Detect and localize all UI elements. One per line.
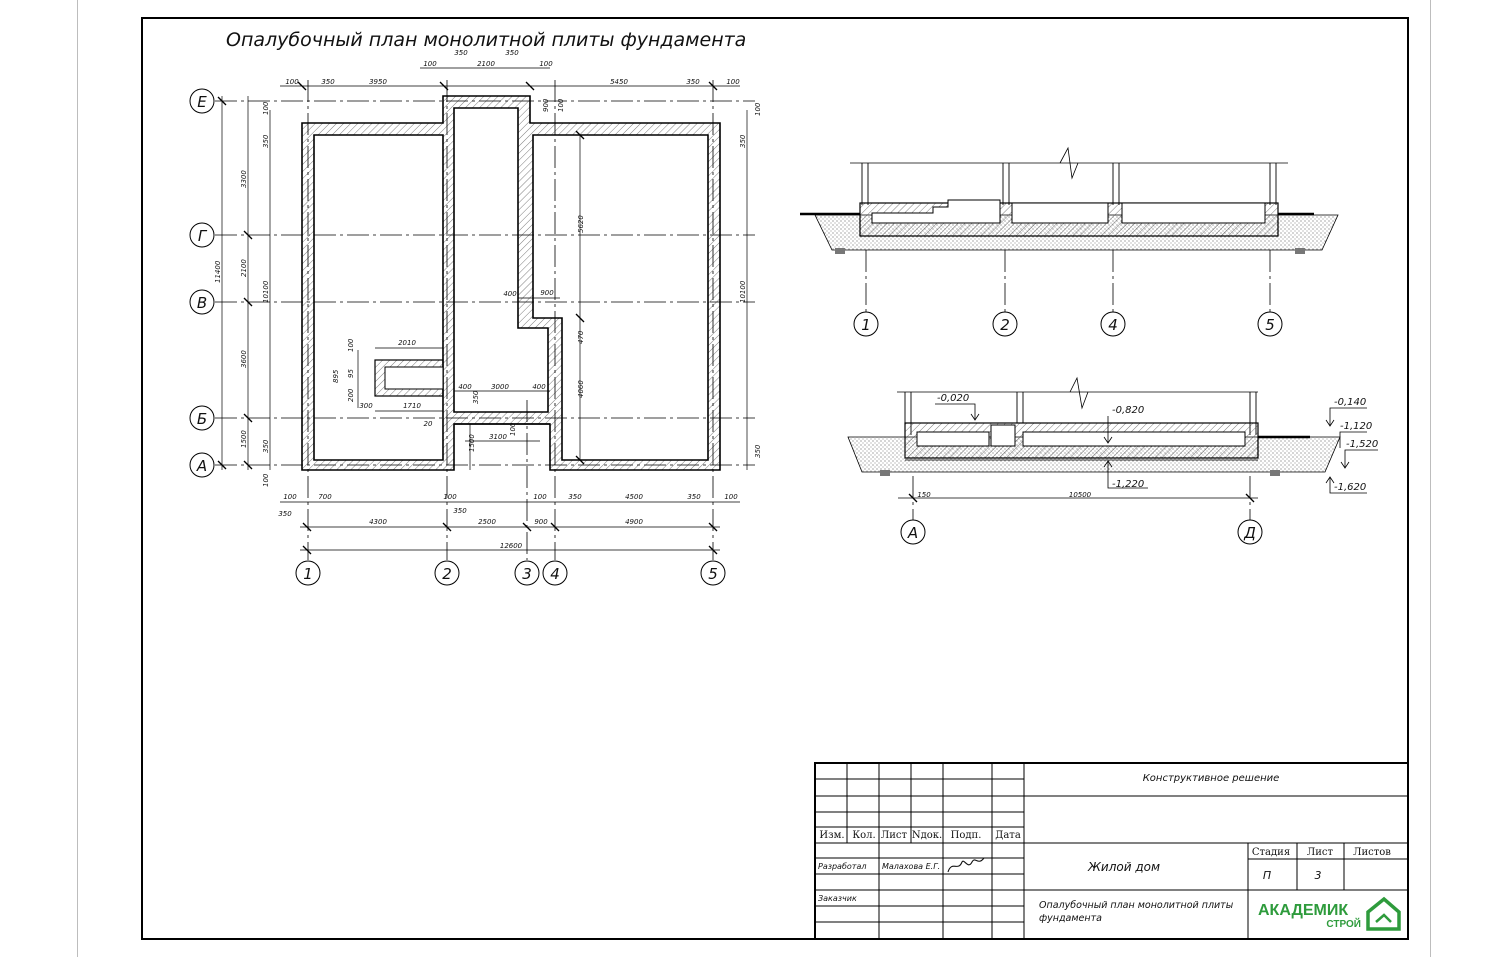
dim-left-outer: 11400 [214,260,222,283]
dim-3100: 3100 [489,433,507,441]
stamp-developed-name: Малахова Е.Г. [882,862,941,871]
stamp-developed-label: Разработал [818,862,867,871]
dim-right-small-1: 350 [739,134,747,148]
stamp-header-data: Дата [995,830,1021,841]
stamp-header-ndok: Nдок. [911,830,943,841]
dim-100b: 100 [347,338,355,352]
dim-400c: 400 [532,383,546,391]
axis-label-5: 5 [708,565,718,583]
dim-400b: 400 [458,383,472,391]
dim-1500: 1500 [468,434,476,452]
stamp-header-kol: Кол. [852,830,876,841]
dim-left-3: 1500 [240,430,248,448]
axis-bubbles-letters [190,89,214,477]
axis-label-g: Г [197,227,207,245]
dim-left-1: 2100 [240,259,248,277]
dim-left-small-0: 100 [262,101,270,115]
axis-label-1: 1 [303,565,313,583]
dim-top-5: 2100 [477,60,495,68]
dim-top-3: 100 [423,60,437,68]
axis-label-a: А [196,457,208,475]
level-l3: -1,220 [1112,479,1145,490]
level-l2: -0,820 [1112,405,1145,416]
dim-5620: 5620 [577,215,585,233]
logo-main: АКАДЕМИК [1258,902,1349,919]
dim-bot-6: 350 [687,493,701,501]
dim-bot-1: 700 [318,493,332,501]
dim-3000: 3000 [491,383,509,391]
dim-top-1: 350 [321,78,335,86]
dim-1710: 1710 [403,402,421,410]
dim-bot2-2: 900 [534,518,548,526]
stamp-header-podp: Подп. [950,830,982,841]
axis-label-e: Е [197,93,207,111]
dim-bot-350b: 350 [453,507,467,515]
dim-top-8: 5450 [610,78,628,86]
dim-bot2-0: 4300 [369,518,387,526]
level-l5: -1,120 [1340,421,1373,432]
dim-left-2: 3600 [240,350,248,368]
dim-top-small-1: 100 [557,98,565,112]
stamp-header-list: Лист [880,830,908,841]
drawing-title: Опалубочный план монолитной плиты фундамента [226,29,747,51]
stamp-sheet-title-2: фундамента [1039,913,1102,924]
axis-label-b: Б [196,410,208,428]
stamp-project-section: Конструктивное решение [1142,773,1280,784]
dim-top-4: 350 [454,49,468,57]
dim-top-small-0: 900 [542,98,550,112]
dim-4060: 4060 [577,380,585,398]
section1-axis-1: 1 [861,316,871,334]
section-2 [848,378,1378,544]
dim-20: 20 [423,420,433,428]
stamp-customer-label: Заказчик [818,894,857,903]
axis-label-v: В [196,294,208,312]
logo-sub: СТРОЙ [1326,919,1361,930]
dim-top-2: 3950 [369,78,387,86]
dim-left-small-3: 350 [262,439,270,453]
dim-left-small-1: 350 [262,134,270,148]
dim-top-9: 350 [686,78,700,86]
axis-label-2: 2 [442,565,452,583]
dim-bot-3: 100 [533,493,547,501]
dim-top-10: 100 [726,78,740,86]
dim-400a: 400 [503,290,517,298]
section2-axis-a: А [907,524,919,542]
dim-895: 895 [332,369,340,383]
stamp-sheet-title-1: Опалубочный план монолитной плиты [1039,900,1234,911]
stamp-sheet-label: Лист [1306,847,1334,858]
dim-100-inner: 100 [509,422,517,436]
dim-300: 300 [359,402,373,410]
dim-left-small-2: 100 [262,473,270,487]
stamp-sheets-label: Листов [1353,847,1391,858]
section1-axis-5: 5 [1265,316,1275,334]
section2-axis-d: Д [1244,524,1256,542]
section2-dim-span: 10500 [1068,491,1092,499]
section1-axis-4: 4 [1108,316,1118,334]
dim-bot2-1: 2500 [478,518,496,526]
dim-200: 200 [347,388,355,402]
level-l1: -0,020 [937,393,970,404]
dim-470: 470 [577,330,585,344]
section-1 [800,148,1338,336]
dim-900: 900 [540,289,554,297]
dim-bot2-3: 4900 [625,518,643,526]
dim-right-small-0: 100 [754,102,762,116]
foundation-plan [190,49,762,585]
stamp-stage: П [1262,869,1272,882]
axis-label-3: 3 [522,565,532,583]
dim-bot-350: 350 [278,510,292,518]
dim-top-7: 100 [539,60,553,68]
dim-right-small-2: 350 [754,444,762,458]
dim-bot-total: 12600 [499,542,523,550]
dim-top-0: 100 [285,78,299,86]
level-l7: -1,620 [1334,482,1367,493]
axis-bubbles-numbers [296,561,725,585]
stamp-sheet: 3 [1314,869,1322,882]
dim-bot-4: 350 [568,493,582,501]
section1-axis-2: 2 [1000,316,1010,334]
dim-top-6: 350 [505,49,519,57]
dim-bot-5: 4500 [625,493,643,501]
dim-bot-2: 100 [443,493,457,501]
axis-label-4: 4 [550,565,560,583]
section2-dim-left: 150 [917,491,931,499]
level-l6: -1,520 [1346,439,1379,450]
dim-bot-0: 100 [283,493,297,501]
stamp-header-izm: Изм. [819,830,845,841]
dim-350-inner: 350 [472,390,480,404]
stamp-stage-label: Стадия [1251,847,1291,858]
dim-2010: 2010 [398,339,416,347]
title-block [815,763,1408,939]
dim-95: 95 [347,369,355,378]
dim-left-10100: 10100 [262,280,270,303]
dim-bot-7: 100 [724,493,738,501]
stamp-object: Жилой дом [1088,860,1161,874]
dim-right-10100: 10100 [739,280,747,303]
level-l4: -0,140 [1334,397,1367,408]
dim-left-0: 3300 [240,170,248,188]
